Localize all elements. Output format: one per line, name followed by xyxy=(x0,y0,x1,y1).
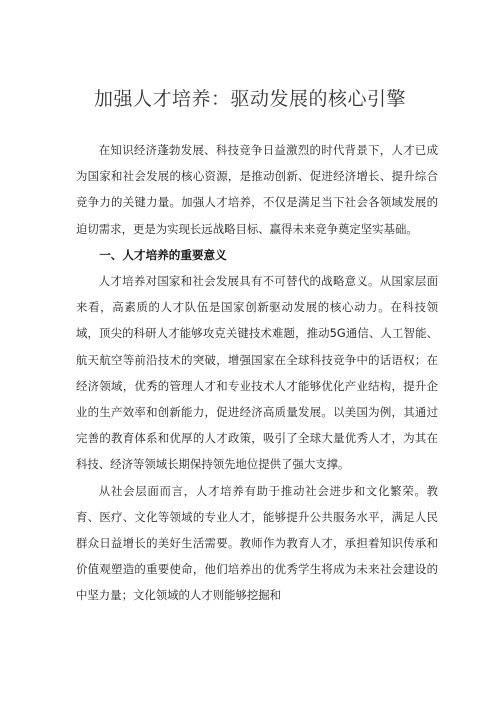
document-body xyxy=(76,137,438,609)
body-paragraph: 人才培养对国家和社会发展具有不可替代的战略意义。从国家层面来看，高素质的人才队伍是国家创新驱动发展的核心动力。在科技领域，顶尖的科研人才能够攻克关键技术难题，推动5G通信、人工智能、航天航空等前沿技术的突破，增强国家在全球科技竞争中的话语权；在经济领域，优秀的管理人才和专业技术人才能够优化产业结构，提升企业的生产效率和创新能力，促进经济高质量发展。以美国为例，其通过完善的教育体系和优厚的人才政策，吸引了全球大量优秀人才，为其在科技、经济等领域长期保持领先地位提供了强大支撑。 xyxy=(76,274,438,472)
document-title: 加强人才培养：驱动发展的核心引擎 xyxy=(93,88,406,110)
section-heading: 一、人才培养的重要意义 xyxy=(99,247,227,262)
intro-paragraph: 在知识经济蓬勃发展、科技竞争日益激烈的时代背景下，人才已成为国家和社会发展的核心资源，是推动创新、促进经济增长、提升综合竞争力的关键力量。加强人才培养，不仅是满足当下社会各领域发展的迫切需求，更是为实现长远战略目标、赢得未来竞争奠定坚实基础。 xyxy=(76,143,438,236)
body-paragraph: 从社会层面而言，人才培养有助于推动社会进步和文化繁荣。教育、医疗、文化等领域的专业人才，能够提升公共服务水平，满足人民群众日益增长的美好生活需要。教师作为教育人才，承担着知识传承和价值观塑造的重要使命，他们培养出的优秀学生将成为未来社会建设的中坚力量；文化领域的人才则能够挖掘和 xyxy=(76,483,438,603)
